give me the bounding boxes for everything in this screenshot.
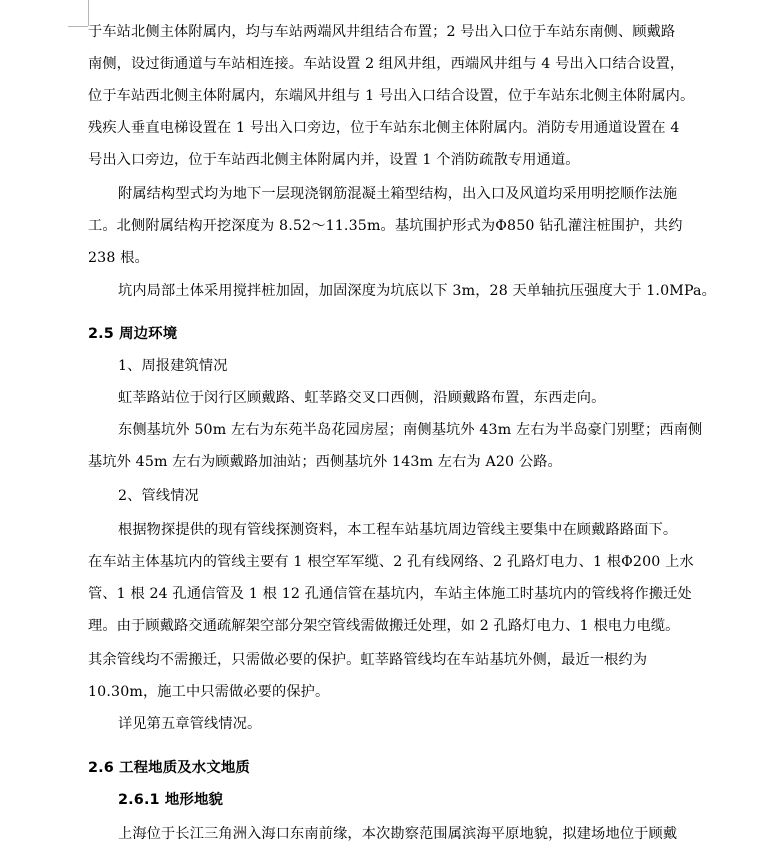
paragraph-line: 虹莘路站位于闵行区顾戴路、虹莘路交叉口西侧，沿顾戴路布置，东西走向。 <box>118 390 606 406</box>
paragraph-line: 南侧，设过街通道与车站相连接。车站设置 2 组风井组，西端风井组与 4 号出入口结合设置， <box>88 56 685 72</box>
paragraph-line: 基坑外 45m 左右为顾戴路加油站；西侧基坑外 143m 左右为 A20 公路。 <box>88 454 562 470</box>
paragraph-line: 理。由于顾戴路交通疏解架空部分架空管线需做搬迁处理，如 2 孔路灯电力、1 根电力电缆。 <box>88 618 680 634</box>
paragraph-line: 附属结构型式均为地下一层现浇钢筋混凝土箱型结构，出入口及风道均采用明挖顺作法施 <box>118 186 678 202</box>
paragraph-line: 坑内局部土体采用搅拌桩加固，加固深度为坑底以下 3m，28 天单轴抗压强度大于 1.0MPa。 <box>118 283 716 299</box>
paragraph-line: 238 根。 <box>88 250 149 266</box>
paragraph-line: 在车站主体基坑内的管线主要有 1 根空军军缆、2 孔有线网络、2 孔路灯电力、1 根Φ200 上水 <box>88 554 694 570</box>
paragraph-line: 东侧基坑外 50m 左右为东苑半岛花园房屋；南侧基坑外 43m 左右为半岛豪门别墅；西南侧 <box>118 422 703 438</box>
paragraph-line: 号出入口旁边，位于车站西北侧主体附属内并，设置 1 个消防疏散专用通道。 <box>88 152 580 168</box>
paragraph-line: 上海位于长江三角洲入海口东南前缘，本次勘察范围属滨海平原地貌，拟建场地位于顾戴 <box>118 826 678 842</box>
paragraph-line: 其余管线均不需搬迁，只需做必要的保护。虹莘路管线均在车站基坑外侧，最近一根约为 <box>88 652 648 668</box>
section-heading-2-5: 2.5 周边环境 <box>88 326 178 342</box>
subsection-heading-2-6-1: 2.6.1 地形地貌 <box>118 792 224 808</box>
paragraph-line: 根据物探提供的现有管线探测资料，本工程车站基坑周边管线主要集中在顾戴路路面下。 <box>118 522 678 538</box>
paragraph-line: 于车站北侧主体附属内，均与车站两端风井组结合布置；2 号出入口位于车站东南侧、顾戴路 <box>88 24 676 40</box>
paragraph-line: 管、1 根 24 孔通信管及 1 根 12 孔通信管在基坑内，车站主体施工时基坑内的管线将作搬迁处 <box>88 586 692 602</box>
paragraph-line: 详见第五章管线情况。 <box>118 716 262 732</box>
subsection-title: 1、周报建筑情况 <box>118 358 228 374</box>
section-heading-2-6: 2.6 工程地质及水文地质 <box>88 760 250 776</box>
paragraph-line: 工。北侧附属结构开挖深度为 8.52～11.35m。基坑围护形式为Φ850 钻孔灌注桩围护，共约 <box>88 218 683 234</box>
subsection-title: 2、管线情况 <box>118 488 199 504</box>
paragraph-line: 位于车站西北侧主体附属内，东端风井组与 1 号出入口结合设置，位于车站东北侧主体附属内。 <box>88 88 695 104</box>
paragraph-line: 残疾人垂直电梯设置在 1 号出入口旁边，位于车站东北侧主体附属内。消防专用通道设置在 4 <box>88 120 680 136</box>
paragraph-line: 10.30m，施工中只需做必要的保护。 <box>88 684 330 700</box>
